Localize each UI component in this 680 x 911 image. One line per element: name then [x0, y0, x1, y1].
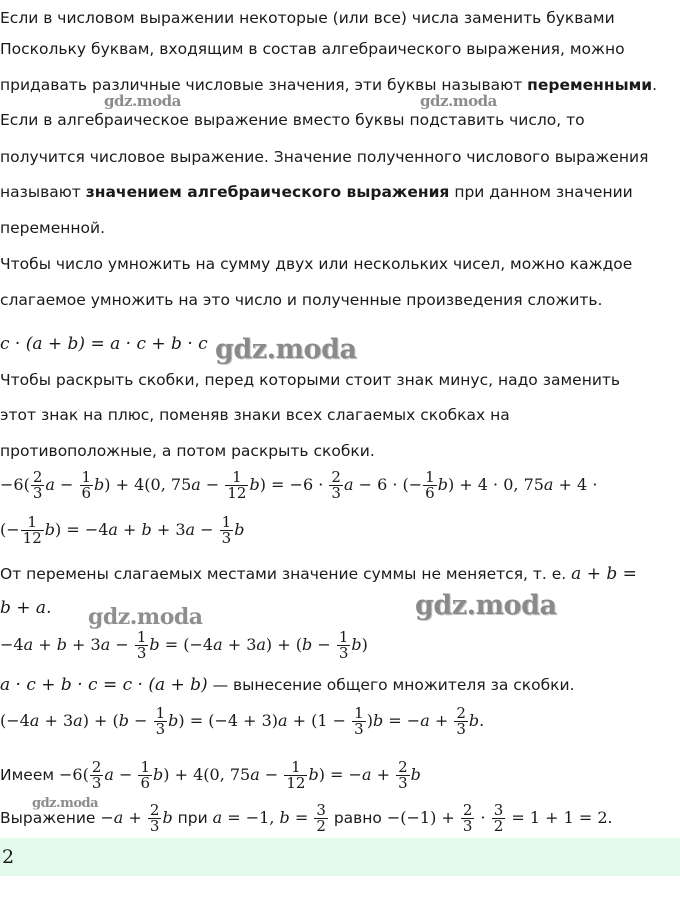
- rule-line-15: [0, 675, 575, 695]
- rule-line-7: переменной.: [0, 219, 106, 237]
- common-factor-formula: a · c + b · c = c · (a + b): [0, 675, 208, 695]
- text-segment: придавать различные числовые значения, эти буквы называют: [0, 76, 528, 94]
- evaluation-line: Выражение −a + $\frac{2}{3}$ b при a = −1, b = $\frac{3}{2}$ равно −(−1) + $\frac{2}{3}$ · $\frac{3}{2}$ = 1 + 1 = 2.: [0, 801, 613, 835]
- rule-line-1: Если в числовом выражении некоторые (или все) числа заменить буквами: [0, 9, 615, 27]
- answer-value: 2: [2, 846, 15, 868]
- rule-line-2: Поскольку буквам, входящим в состав алгебраического выражения, можно: [0, 40, 625, 58]
- watermark: gdz.moda: [415, 590, 557, 621]
- bold-term-value: значением алгебраического выражения: [85, 183, 450, 201]
- simplification-equation: (−4a + 3a) + (b − $\frac{1}{3}$ b) = (−4 + 3)a + (1 − $\frac{1}{3}$ )b = −a + $\frac{2}{3}$ b.: [0, 704, 485, 738]
- answer-bar: [0, 838, 680, 876]
- rule-line-14: b + a.: [0, 598, 52, 618]
- watermark: gdz.moda: [420, 92, 497, 110]
- text-segment: — вынесение общего множителя за скобки.: [207, 676, 575, 694]
- text-segment: при: [172, 809, 213, 827]
- grouping-equation: −4a + b + 3a − $\frac{1}{3}$ b = (−4a + 3a) + (b − $\frac{1}{3}$ b): [0, 628, 368, 662]
- rule-line-10: Чтобы раскрыть скобки, перед которыми стоит знак минус, надо заменить: [0, 371, 621, 389]
- watermark: gdz.moda: [215, 334, 357, 365]
- commutative-formula: a + b =: [571, 564, 637, 584]
- rule-line-12: противоположные, а потом раскрыть скобки.: [0, 442, 375, 460]
- text-segment: называют: [0, 183, 86, 201]
- rule-line-4: Если в алгебраическое выражение вместо буквы подставить число, то: [0, 111, 585, 129]
- text-segment: Имеем: [0, 766, 59, 784]
- watermark: gdz.moda: [88, 604, 203, 630]
- expansion-equation-line-1: −6( $\frac{2}{3}$ a − $\frac{1}{6}$ b) + 4(0, 75a − $\frac{1}{12}$ b) = −6 · $\frac{2}{3}$ a − 6 · (− $\frac{1}{6}$ b) + 4 · 0, 75a + 4 ·: [0, 468, 598, 502]
- rule-line-8: Чтобы число умножить на сумму двух или нескольких чисел, можно каждое: [0, 255, 633, 273]
- watermark: gdz.moda: [32, 796, 99, 811]
- rule-line-11: этот знак на плюс, поменяв знаки всех слагаемых скобках на: [0, 406, 510, 424]
- bold-term-variables: переменными: [527, 76, 653, 94]
- text-segment: От перемены слагаемых местами значение суммы не меняется, т. е.: [0, 565, 572, 583]
- rule-line-9: слагаемое умножить на это число и полученные произведения сложить.: [0, 291, 603, 309]
- rule-line-3: [0, 75, 657, 95]
- watermark: gdz.moda: [104, 92, 181, 110]
- rule-line-5: получится числовое выражение. Значение полученного числового выражения: [0, 148, 649, 166]
- distributive-formula: c · (a + b) = a · c + b · c: [0, 334, 208, 354]
- rule-line-6: [0, 182, 633, 202]
- text-segment: .: [652, 76, 658, 94]
- expansion-equation-line-2: (− $\frac{1}{12}$ b) = −4a + b + 3a − $\frac{1}{3}$ b: [0, 513, 245, 547]
- result-line: Имеем −6( $\frac{2}{3}$ a − $\frac{1}{6}$ b) + 4(0, 75a − $\frac{1}{12}$ b) = −a + $\frac{2}{3}$ b: [0, 758, 421, 792]
- text-segment: при данном значении: [449, 183, 633, 201]
- rule-line-13: [0, 564, 637, 584]
- text-segment: равно: [328, 809, 387, 827]
- text-segment: Выражение: [0, 809, 101, 827]
